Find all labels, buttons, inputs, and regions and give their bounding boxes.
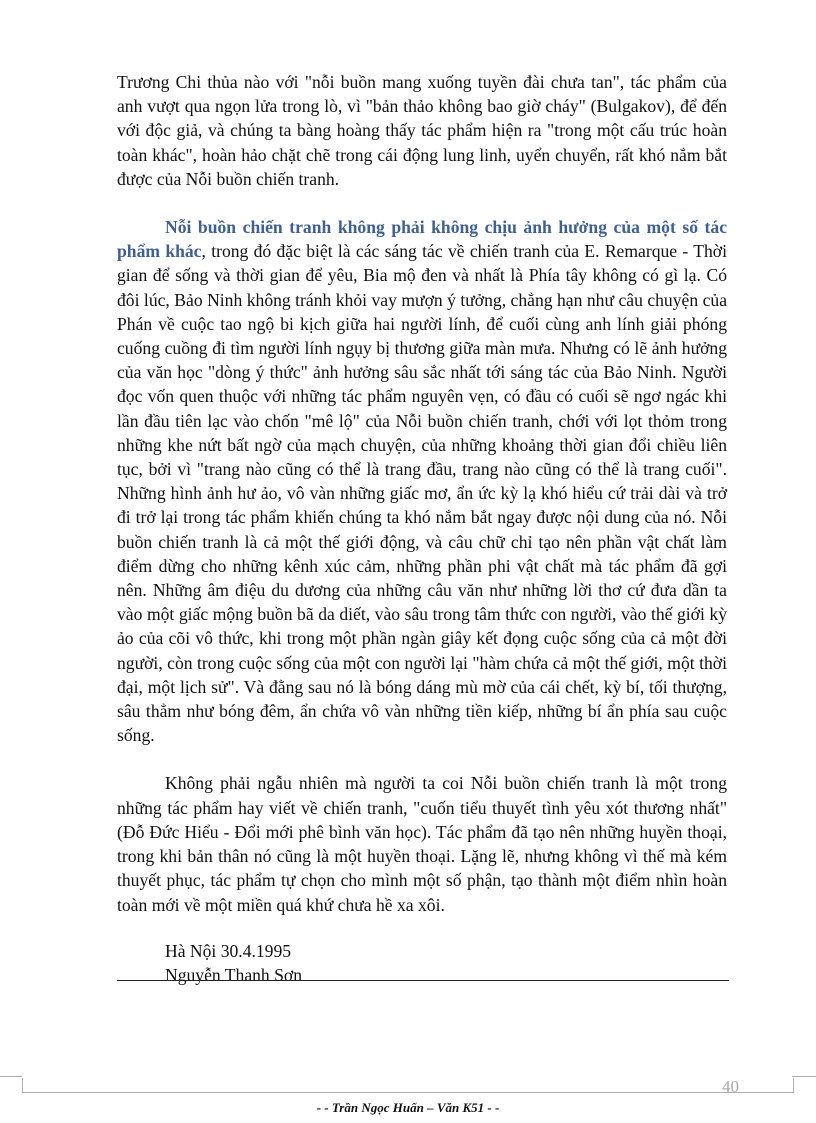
footer-border-frame	[22, 1078, 794, 1093]
signature-place-date: Hà Nội 30.4.1995	[165, 940, 292, 961]
footer-border-left-tick	[0, 1076, 22, 1077]
footer-author-line: - - Trần Ngọc Huấn – Văn K51 - -	[316, 1100, 500, 1115]
paragraph-2-body: , trong đó đặc biệt là các sáng tác về chiến tranh của E. Remarque - Thời gian để sống và thời gian để yêu, Bia mộ đen và nhất là Phía tây không có gì lạ. Có đôi lúc, Bảo Ninh không tránh khỏi vay mượn ý tưởng, chẳng hạn như câu chuyện của Phán về cuộc tao ngộ bi kịch giữa hai người lính, để cuối cùng anh lính giải phóng cuống cuồng đi tìm người lính ngụy bị thương giữa màn mưa. Nhưng có lẽ ảnh hưởng của văn học "dòng ý thức" ảnh hưởng sâu sắc nhất tới sáng tác của Bảo Ninh. Người đọc vốn quen thuộc với những tác phẩm nguyên vẹn, có đầu có cuối sẽ ngơ ngác khi lần đầu tiên lạc vào chốn "mê lộ" của Nỗi buồn chiến tranh, chới với lọt thỏm trong những khe nứt bất ngờ của mạch chuyện, của những khoảng thời gian đổi chiều liên tục, bởi vì "trang nào cũng có thể là trang đầu, trang nào cũng có thể là trang cuối". Những hình ảnh hư ảo, vô vàn những giấc mơ, ẩn ức kỳ lạ khó hiểu cứ trải dài và trở đi trở lại trong tác phẩm khiến chúng ta khó nắm bắt ngay được nội dung của nó. Nỗi buồn chiến tranh là cả một thế giới động, và câu chữ chỉ tạo nên phần vật chất làm điểm dừng cho những kênh xúc cảm, những phần phi vật chất mà tác phẩm đã gợi nên. Những âm điệu du dương của những câu văn như những lời thơ cứ đưa dần ta vào một giấc mộng buồn bã da diết, vào sâu trong tâm thức con người, vào thế giới kỳ ảo của cõi vô thức, khi trong một phần ngàn giây kết đọng cuộc sống của cả một đời người, còn trong cuộc sống của một con người lại "hàm chứa cả một thế giới, một thời đại, một lịch sử". Và đằng sau nó là bóng dáng mù mờ của cái chết, kỳ bí, tối thượng, sâu thẳm như bóng đêm, ẩn chứa vô vàn những tiền kiếp, những bí ẩn phía sau cuộc sống.	[117, 241, 727, 746]
page-number: 40	[722, 1077, 739, 1096]
paragraph-3: Không phải ngẫu nhiên mà người ta coi Nỗi buồn chiến tranh là một trong những tác phẩm hay viết về chiến tranh, "cuốn tiểu thuyết tình yêu xót thương nhất" (Đỗ Đức Hiểu - Đổi mới phê bình văn học). Tác phẩm đã tạo nên những huyền thoại, trong khi bản thân nó cũng là một huyền thoại. Lặng lẽ, nhưng không vì thế mà kém thuyết phục, tác phẩm tự chọn cho mình một số phận, tạo thành một điểm nhìn hoàn toàn mới về một miền quá khứ chưa hề xa xôi.	[117, 773, 727, 915]
document-body	[117, 70, 727, 987]
paragraph-2-heading: Nỗi buồn chiến tranh không phải không chịu ảnh hưởng của một số tác phẩm khác	[117, 217, 727, 262]
signature-author: Nguyễn Thanh Sơn	[165, 964, 303, 985]
paragraph-1: Trương Chi thủa nào với "nỗi buồn mang xuống tuyền đài chưa tan", tác phẩm của anh vượt qua ngọn lửa trong lò, vì "bản thảo không bao giờ cháy" (Bulgakov), để đến với độc giả, và chúng ta bàng hoàng thấy tác phẩm hiện ra "trong một cấu trúc hoàn toàn khác", hoàn hảo chặt chẽ trong cái động lung linh, uyển chuyển, rất khó nắm bắt được của Nỗi buồn chiến tranh.	[117, 72, 727, 189]
footer-border-right-tick	[792, 1076, 816, 1077]
horizontal-rule	[117, 980, 729, 981]
paragraph-2	[117, 215, 727, 747]
